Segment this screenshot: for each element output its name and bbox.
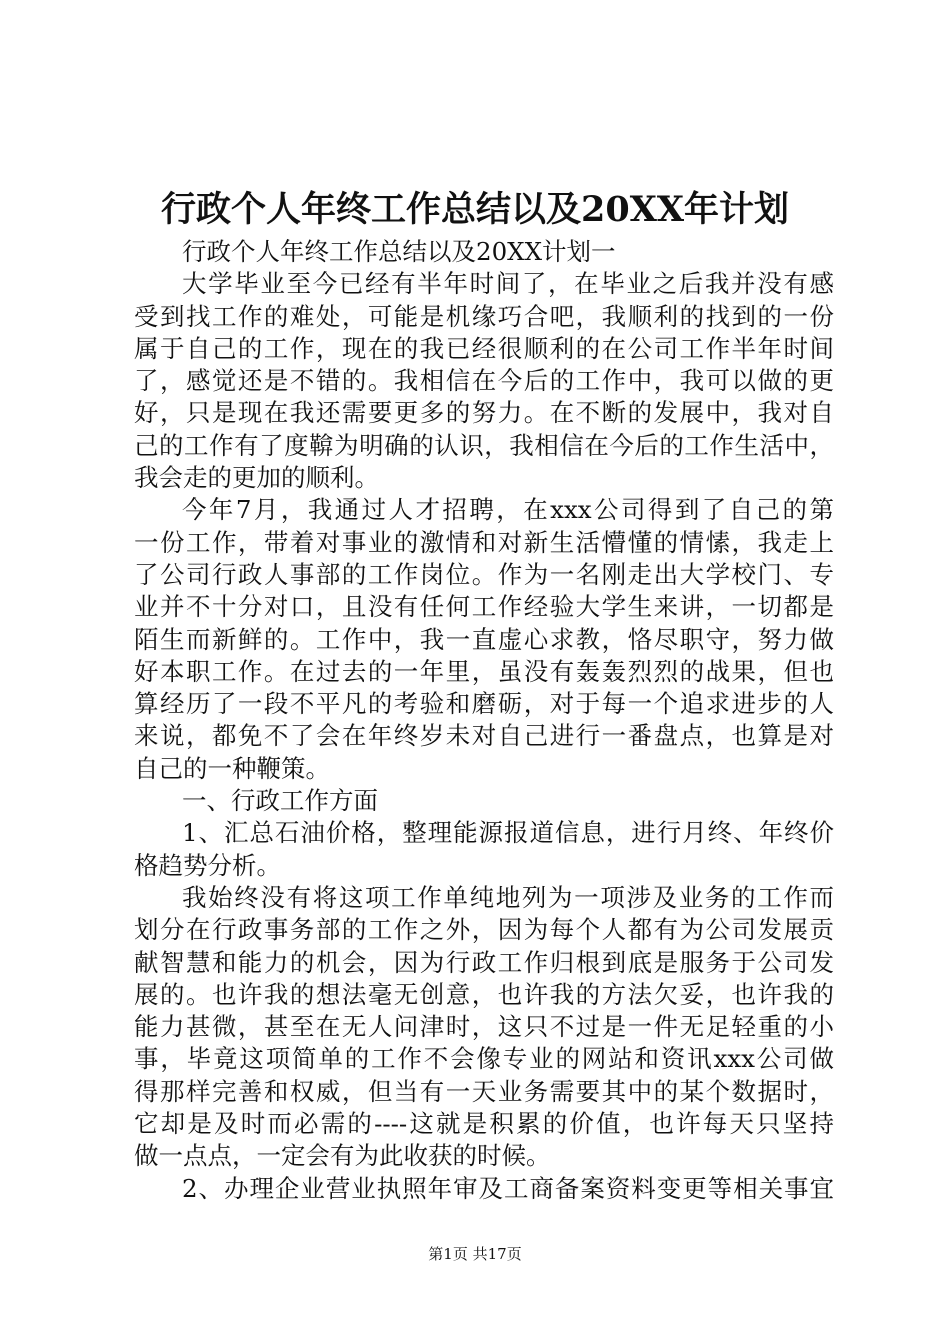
body-line: 一份工作，带着对事业的激情和对新生活懵懂的情愫，我走上 xyxy=(134,527,834,557)
body-line: 好，只是现在我还需要更多的努力。在不断的发展中，我对自 xyxy=(134,398,834,428)
body-line: 一、行政工作方面 xyxy=(182,786,378,816)
body-line: 受到找工作的难处，可能是机缘巧合吧，我顺利的找到的一份 xyxy=(134,301,834,331)
body-line: 它却是及时而必需的----这就是积累的价值，也许每天只坚持 xyxy=(134,1109,834,1139)
body-line: 1、汇总石油价格，整理能源报道信息，进行月终、年终价 xyxy=(182,818,834,848)
body-line: 己的工作有了度鞥为明确的认识，我相信在今后的工作生活中， xyxy=(134,430,834,460)
body-line: 划分在行政事务部的工作之外，因为每个人都有为公司发展贡 xyxy=(134,915,834,945)
body-line: 得那样完善和权威，但当有一天业务需要其中的某个数据时， xyxy=(134,1076,834,1106)
body-line: 献智慧和能力的机会，因为行政工作归根到底是服务于公司发 xyxy=(134,947,834,977)
body-line: 做一点点，一定会有为此收获的时候。 xyxy=(134,1141,551,1171)
body-line: 行政个人年终工作总结以及20XX计划一 xyxy=(182,237,616,266)
body-line: 格趋势分析。 xyxy=(134,850,281,880)
body-line: 今年7月，我通过人才招聘，在xxx公司得到了自己的第 xyxy=(182,495,834,525)
body-line: 来说，都免不了会在年终岁未对自己进行一番盘点，也算是对 xyxy=(134,721,834,751)
page-footer: 第1页 共17页 xyxy=(428,1245,522,1263)
body-line: 自己的一种鞭策。 xyxy=(134,753,330,783)
body-line: 了，感觉还是不错的。我相信在今后的工作中，我可以做的更 xyxy=(134,366,834,396)
body-line: 陌生而新鲜的。工作中，我一直虚心求教，恪尽职守，努力做 xyxy=(134,624,834,654)
body-line: 展的。也许我的想法毫无创意，也许我的方法欠妥，也许我的 xyxy=(134,979,834,1009)
body-line: 属于自己的工作，现在的我已经很顺利的在公司工作半年时间 xyxy=(134,333,834,363)
body-line: 了公司行政人事部的工作岗位。作为一名刚走出大学校门、专 xyxy=(134,559,834,589)
body-line: 能力甚微，甚至在无人问津时，这只不过是一件无足轻重的小 xyxy=(134,1012,834,1042)
body-line: 算经历了一段不平凡的考验和磨砺，对于每一个追求进步的人 xyxy=(134,689,834,719)
body-line: 大学毕业至今已经有半年时间了，在毕业之后我并没有感 xyxy=(182,269,834,299)
body-line: 2、办理企业营业执照年审及工商备案资料变更等相关事宜 xyxy=(182,1173,834,1203)
body-line: 我始终没有将这项工作单纯地列为一项涉及业务的工作而 xyxy=(182,882,834,912)
body-line: 好本职工作。在过去的一年里，虽没有轰轰烈烈的战果，但也 xyxy=(134,656,834,686)
document-title: 行政个人年终工作总结以及20XX年计划 xyxy=(160,189,790,230)
body-line: 我会走的更加的顺利。 xyxy=(134,463,379,493)
document-body xyxy=(134,236,834,1205)
body-line: 业并不十分对口，且没有任何工作经验大学生来讲，一切都是 xyxy=(134,592,834,622)
body-line: 事，毕竟这项简单的工作不会像专业的网站和资讯xxx公司做 xyxy=(134,1044,834,1074)
